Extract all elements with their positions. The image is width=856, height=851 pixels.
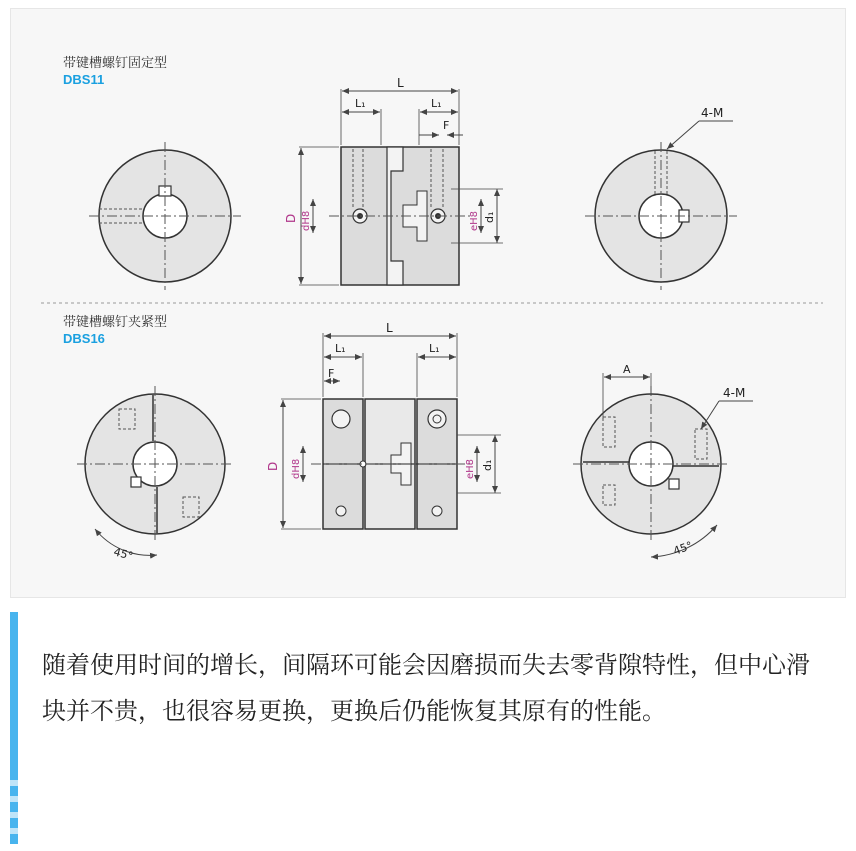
accent-bar: [10, 612, 18, 844]
section-title-dbs11: 带键槽螺钉固定型: [63, 56, 168, 71]
technical-drawing-panel: [10, 8, 846, 598]
dbs11-right-end-view: [585, 121, 737, 290]
dbs16-dim-L1-left: L₁: [335, 342, 346, 355]
dbs11-dim-eH8: eH8: [469, 210, 480, 231]
dbs11-dim-L1-right: L₁: [431, 97, 442, 110]
dbs16-dim-A: A: [623, 363, 631, 376]
section-code-dbs16: DBS16: [63, 331, 105, 346]
dbs11-dim-L: L: [397, 76, 404, 90]
dbs16-dim-D: D: [266, 461, 280, 471]
dbs11-left-end-view: [89, 142, 241, 290]
dbs16-dim-L1-right: L₁: [429, 342, 440, 355]
dbs16-side-view: [281, 333, 501, 529]
accent-bar-stripe: [10, 812, 18, 818]
dbs11-dim-4M: 4-M: [701, 106, 724, 120]
dbs16-dim-angle-left: 45°: [112, 545, 135, 563]
description-block: [0, 612, 856, 844]
accent-bar-stripe: [10, 828, 18, 834]
dbs16-dim-dH8: dH8: [291, 458, 302, 479]
dbs11-dim-F: F: [443, 119, 450, 132]
dbs11-dim-L1-left: L₁: [355, 97, 366, 110]
dbs16-dim-4M: 4-M: [723, 386, 746, 400]
dbs16-right-end-view: [573, 373, 753, 557]
description-text: 随着使用时间的增长，间隔环可能会因磨损而失去零背隙特性，但中心滑块并不贵，也很容易更换，更换后仍能恢复其原有的性能。: [42, 651, 810, 725]
section-code-dbs11: DBS11: [63, 72, 105, 87]
dbs16-left-end-view: [77, 386, 233, 555]
accent-bar-stripe: [10, 780, 18, 786]
dbs11-side-view: [299, 89, 503, 285]
dbs11-dim-d1: d₁: [483, 211, 496, 223]
dbs16-dim-F: F: [328, 367, 335, 380]
coupling-diagram-svg: [11, 9, 847, 599]
dbs11-dim-dH8: dH8: [301, 210, 312, 231]
dbs11-dim-D: D: [284, 213, 298, 223]
dbs16-dim-d1: d₁: [481, 459, 494, 471]
section-title-dbs16: 带键槽螺钉夹紧型: [63, 315, 168, 330]
accent-bar-stripe: [10, 796, 18, 802]
dbs16-dim-L: L: [386, 321, 393, 335]
dbs16-dim-eH8: eH8: [465, 458, 476, 479]
dbs16-dim-angle-right: 45°: [671, 538, 695, 558]
